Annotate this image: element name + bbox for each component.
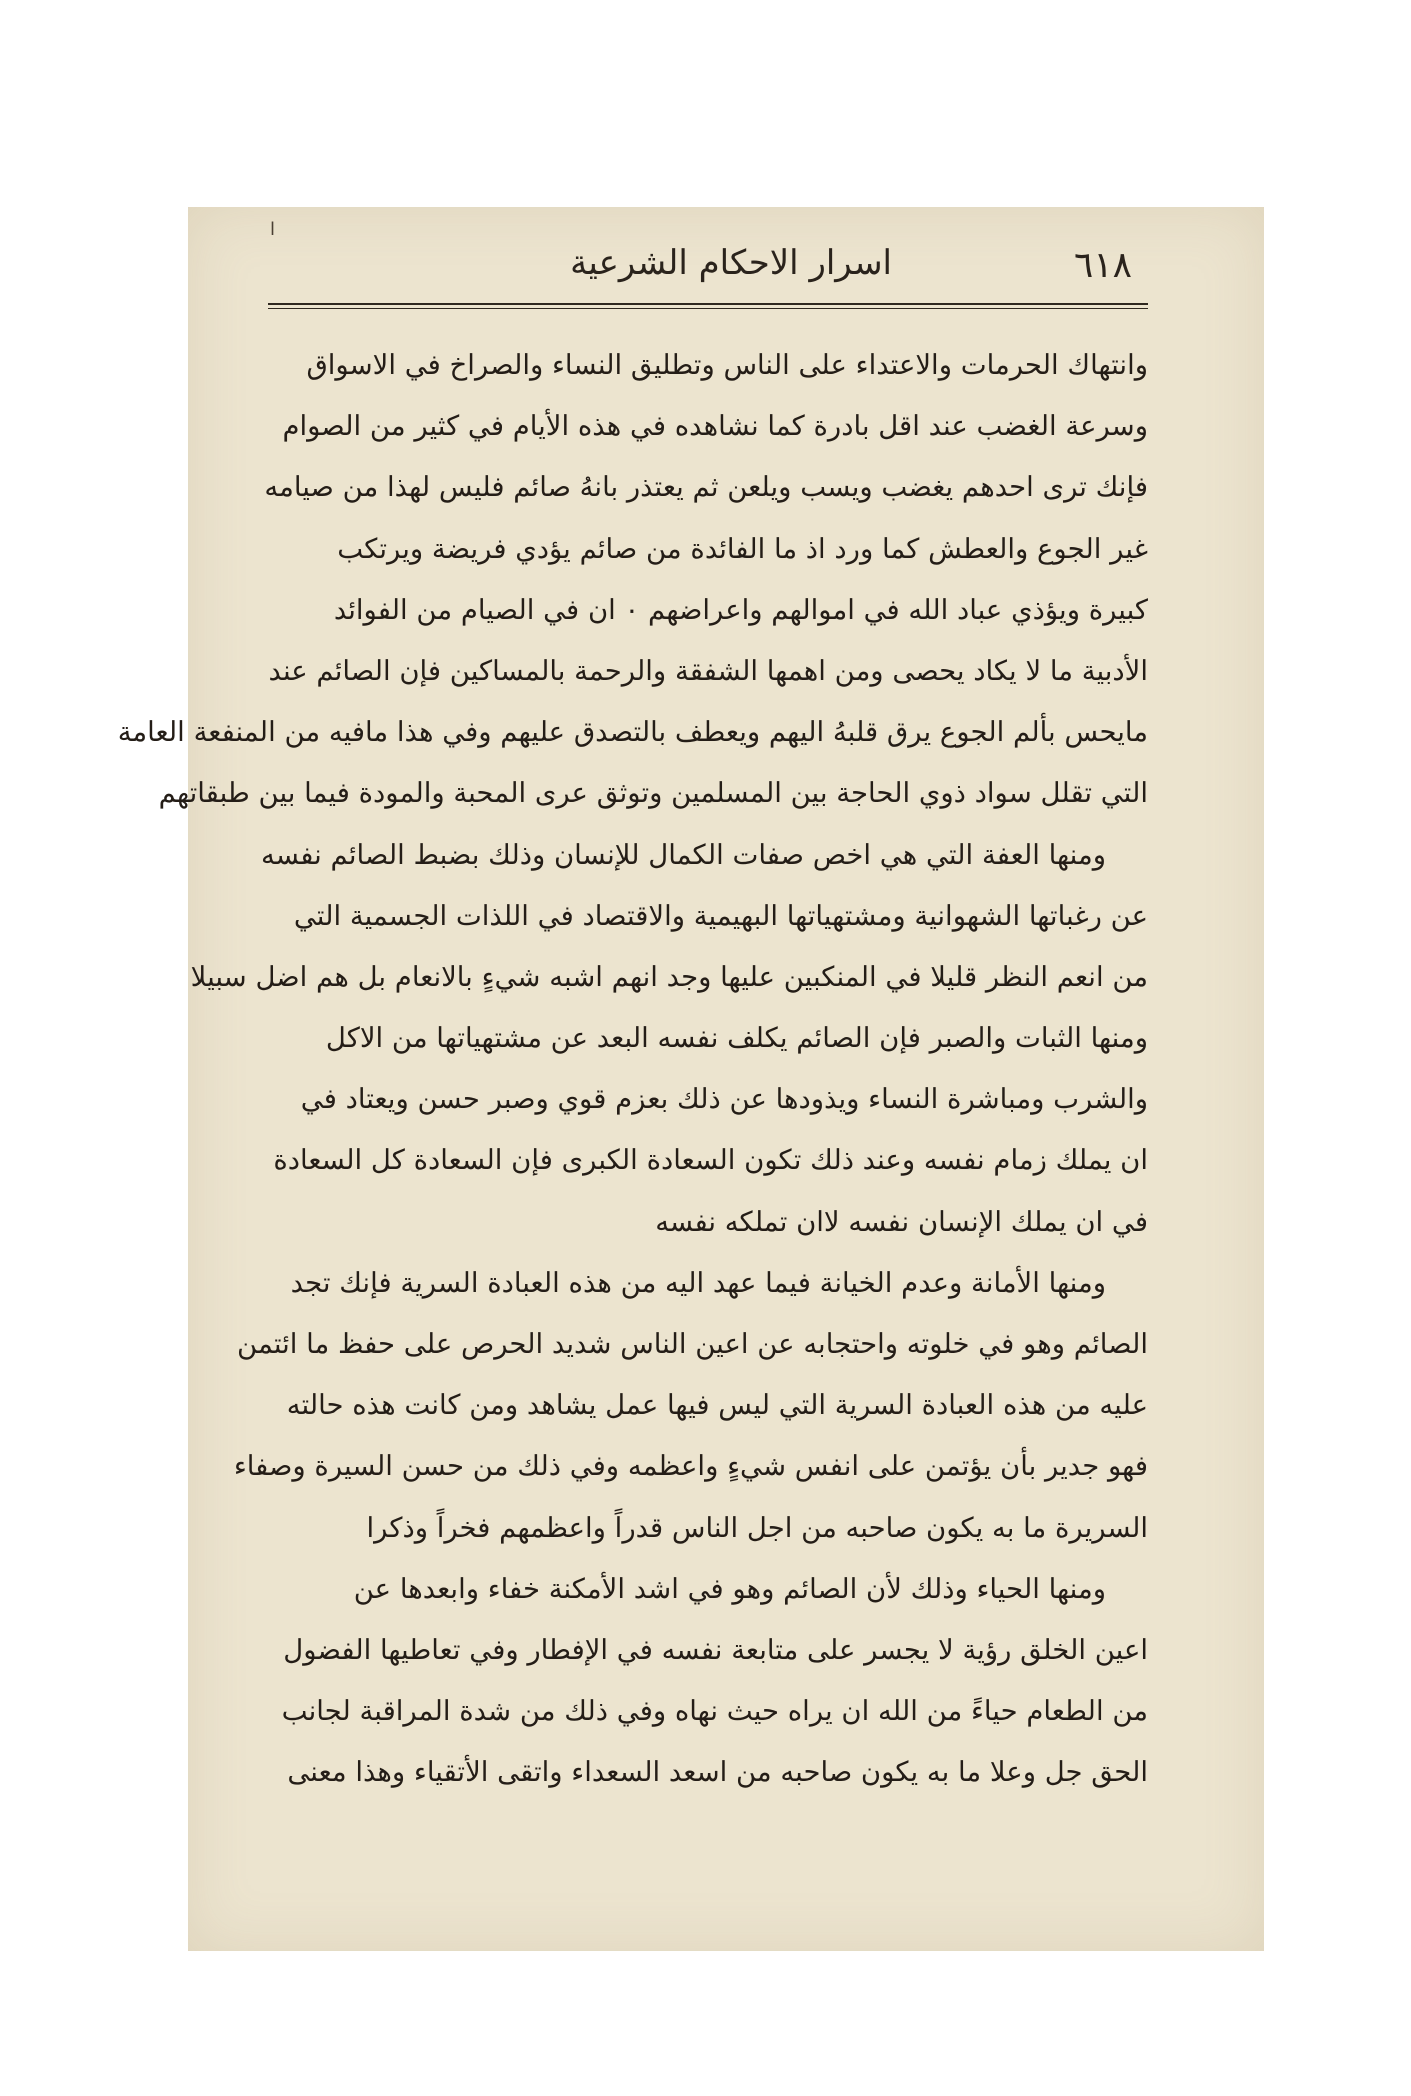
text-line: من انعم النظر قليلا في المنكبين عليها وجد انهم اشبه شيءٍ بالانعام بل هم اضل سبيلا — [190, 960, 1148, 993]
text-line: مايحس بألم الجوع يرق قلبهُ اليهم ويعطف بالتصدق عليهم وفي هذا مافيه من المنفعة العامة — [117, 716, 1148, 749]
text-line: فهو جدير بأن يؤتمن على انفس شيءٍ واعظمه وفي ذلك من حسن السيرة وصفاء — [233, 1450, 1148, 1483]
text-line: ومنها الحياء وذلك لأن الصائم وهو في اشد الأمكنة خفاء وابعدها عن — [353, 1572, 1106, 1605]
corner-mark: ا — [270, 219, 276, 240]
text-line: التي تقلل سواد ذوي الحاجة بين المسلمين وتوثق عرى المحبة والمودة فيما بين طبقاتهم — [158, 777, 1148, 810]
page-number: ٦١٨ — [1073, 245, 1132, 286]
text-line: ان يملك زمام نفسه وعند ذلك تكون السعادة الكبرى فإن السعادة كل السعادة — [273, 1144, 1148, 1177]
text-line: عليه من هذه العبادة السرية التي ليس فيها عمل يشاهد ومن كانت هذه حالته — [286, 1389, 1148, 1422]
text-line: ومنها الثبات والصبر فإن الصائم يكلف نفسه البعد عن مشتهياتها من الاكل — [325, 1022, 1148, 1055]
text-line: وانتهاك الحرمات والاعتداء على الناس وتطليق النساء والصراخ في الاسواق — [306, 349, 1148, 381]
text-line: ومنها العفة التي هي اخص صفات الكمال للإنسان وذلك بضبط الصائم نفسه — [260, 838, 1106, 871]
text-line: عن رغباتها الشهوانية ومشتهياتها البهيمية والاقتصاد في اللذات الجسمية التي — [293, 899, 1148, 932]
text-line: كبيرة ويؤذي عباد الله في اموالهم واعراضهم ٠ ان في الصيام من الفوائد — [333, 593, 1148, 626]
text-line: الأدبية ما لا يكاد يحصى ومن اهمها الشفقة والرحمة بالمساكين فإن الصائم عند — [268, 654, 1148, 687]
text-line: من الطعام حياءً من الله ان يراه حيث نهاه وفي ذلك من شدة المراقبة لجانب — [281, 1695, 1148, 1728]
text-line: الحق جل وعلا ما به يكون صاحبه من اسعد السعداء واتقى الأتقياء وهذا معنى — [287, 1756, 1148, 1789]
running-title: اسرار الاحكام الشرعية — [570, 243, 892, 283]
header-rule — [268, 303, 1148, 309]
text-line: الصائم وهو في خلوته واحتجابه عن اعين الناس شديد الحرص على حفظ ما ائتمن — [237, 1328, 1148, 1360]
text-line: وسرعة الغضب عند اقل بادرة كما نشاهده في هذه الأيام في كثير من الصوام — [282, 410, 1148, 443]
text-line: ومنها الأمانة وعدم الخيانة فيما عهد اليه من هذه العبادة السرية فإنك تجد — [290, 1266, 1106, 1299]
text-line: غير الجوع والعطش كما ورد اذ ما الفائدة من صائم يؤدي فريضة ويرتكب — [337, 532, 1148, 565]
book-page — [117, 207, 1264, 1951]
body-text — [117, 335, 1148, 1804]
text-line: في ان يملك الإنسان نفسه لاان تملكه نفسه — [655, 1205, 1148, 1238]
text-line: والشرب ومباشرة النساء ويذودها عن ذلك بعزم قوي وصبر حسن ويعتاد في — [300, 1083, 1148, 1116]
page-header — [268, 229, 1132, 289]
text-line: فإنك ترى احدهم يغضب ويسب ويلعن ثم يعتذر بانهُ صائم فليس لهذا من صيامه — [264, 471, 1148, 504]
text-line: السريرة ما به يكون صاحبه من اجل الناس قدراً واعظمهم فخراً وذكرا — [366, 1511, 1148, 1544]
text-line: اعين الخلق رؤية لا يجسر على متابعة نفسه في الإفطار وفي تعاطيها الفضول — [283, 1633, 1148, 1666]
